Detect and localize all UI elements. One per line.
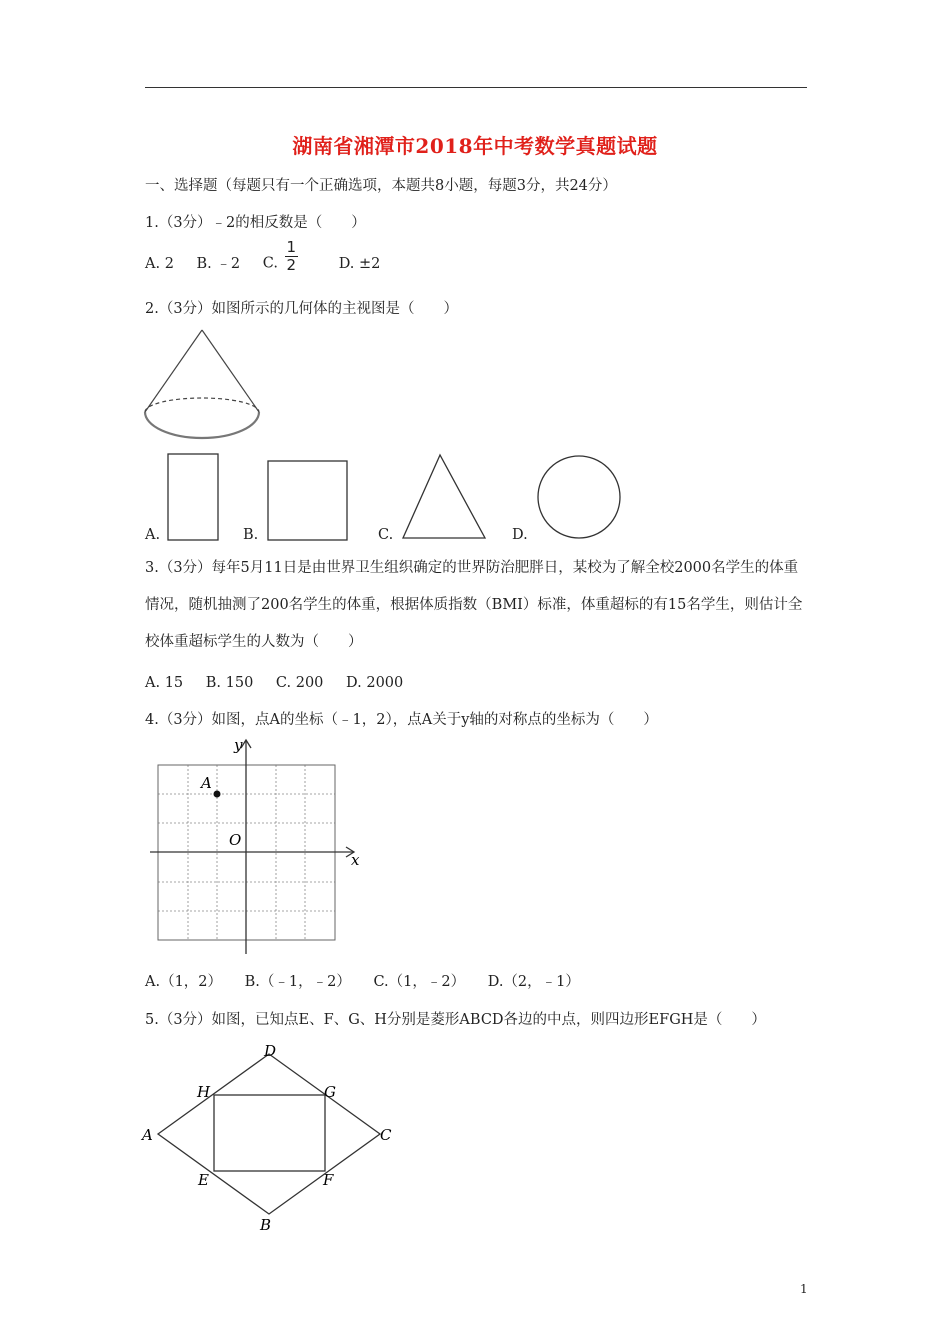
x-axis-label: x	[351, 851, 360, 869]
q2-triangle-shape	[400, 452, 490, 542]
fraction-numerator: 1	[286, 238, 297, 256]
q2-square-shape	[267, 460, 349, 542]
section-heading: 一、选择题（每题只有一个正确选项，本题共8小题，每题3分，共24分）	[145, 178, 617, 194]
q3-options	[145, 673, 421, 693]
q1-options	[145, 238, 398, 274]
q4-option-a: A.（1，2）	[145, 974, 223, 990]
q3-option-a: A. 15	[145, 675, 184, 691]
q1-stem: 1.（3分）﹣2的相反数是（ ）	[145, 215, 366, 231]
q3-stem: 3.（3分）每年5月11日是由世界卫生组织确定的世界防治肥胖日，某校为了解全校2000名学生的体重情况，随机抽测了200名学生的体重，根据体质指数（BMI）标准，体重超标的有15名学生，则估计全校体重超标学生的人数为（ ）	[145, 560, 803, 650]
vertex-d-label: D	[264, 1042, 277, 1060]
rhombus-abcd	[158, 1054, 380, 1214]
point-a-label: A	[201, 774, 212, 792]
page-number: 1	[800, 1282, 808, 1296]
vertex-b-label: B	[260, 1216, 272, 1234]
q2-rectangle-shape	[167, 453, 221, 543]
q4-stem: 4.（3分）如图，点A的坐标（﹣1，2），点A关于y轴的对称点的坐标为（ ）	[145, 712, 658, 728]
q2-label-a: A.	[145, 527, 161, 543]
fraction-denominator: 2	[286, 256, 297, 274]
vertex-g-label: G	[324, 1083, 336, 1101]
q5-stem: 5.（3分）如图，已知点E、F、G、H分别是菱形ABCD各边的中点，则四边形EFGH是（ ）	[145, 1012, 766, 1028]
q3-option-c: C. 200	[275, 675, 324, 691]
q1-option-b: B. ﹣2	[196, 255, 241, 272]
q4-options	[145, 972, 598, 992]
q2-circle-shape	[535, 454, 625, 544]
q2-label-b: B.	[243, 527, 259, 543]
vertex-c-label: C	[380, 1126, 392, 1144]
q1-option-a: A. 2	[145, 255, 174, 272]
q1-option-d: D. ±2	[338, 255, 381, 272]
vertex-f-label: F	[323, 1171, 334, 1189]
cone-figure	[140, 325, 270, 445]
q1-fraction	[285, 239, 317, 274]
q1-option-c: C.	[262, 255, 278, 272]
vertex-e-label: E	[198, 1171, 209, 1189]
rhombus-figure	[140, 1038, 400, 1263]
q2-stem: 2.（3分）如图所示的几何体的主视图是（ ）	[145, 301, 459, 317]
quadrilateral-efgh	[214, 1095, 325, 1171]
origin-label: O	[229, 831, 242, 849]
q4-option-d: D.（2，﹣1）	[487, 974, 580, 990]
q4-option-b: B.（﹣1，﹣2）	[244, 974, 351, 990]
coordinate-grid-figure	[140, 732, 370, 957]
page-title: 湖南省湘潭市2018年中考数学真题试题	[292, 134, 658, 158]
vertex-a-label: A	[142, 1126, 153, 1144]
vertex-h-label: H	[197, 1083, 211, 1101]
point-a-marker	[214, 791, 221, 798]
q3-option-b: B. 150	[205, 675, 254, 691]
y-axis-label: y	[234, 736, 243, 754]
header-rule	[145, 87, 807, 88]
q2-label-d: D.	[512, 527, 528, 543]
q3-option-d: D. 2000	[346, 675, 404, 691]
q4-option-c: C.（1，﹣2）	[373, 974, 466, 990]
q2-label-c: C.	[378, 527, 394, 543]
